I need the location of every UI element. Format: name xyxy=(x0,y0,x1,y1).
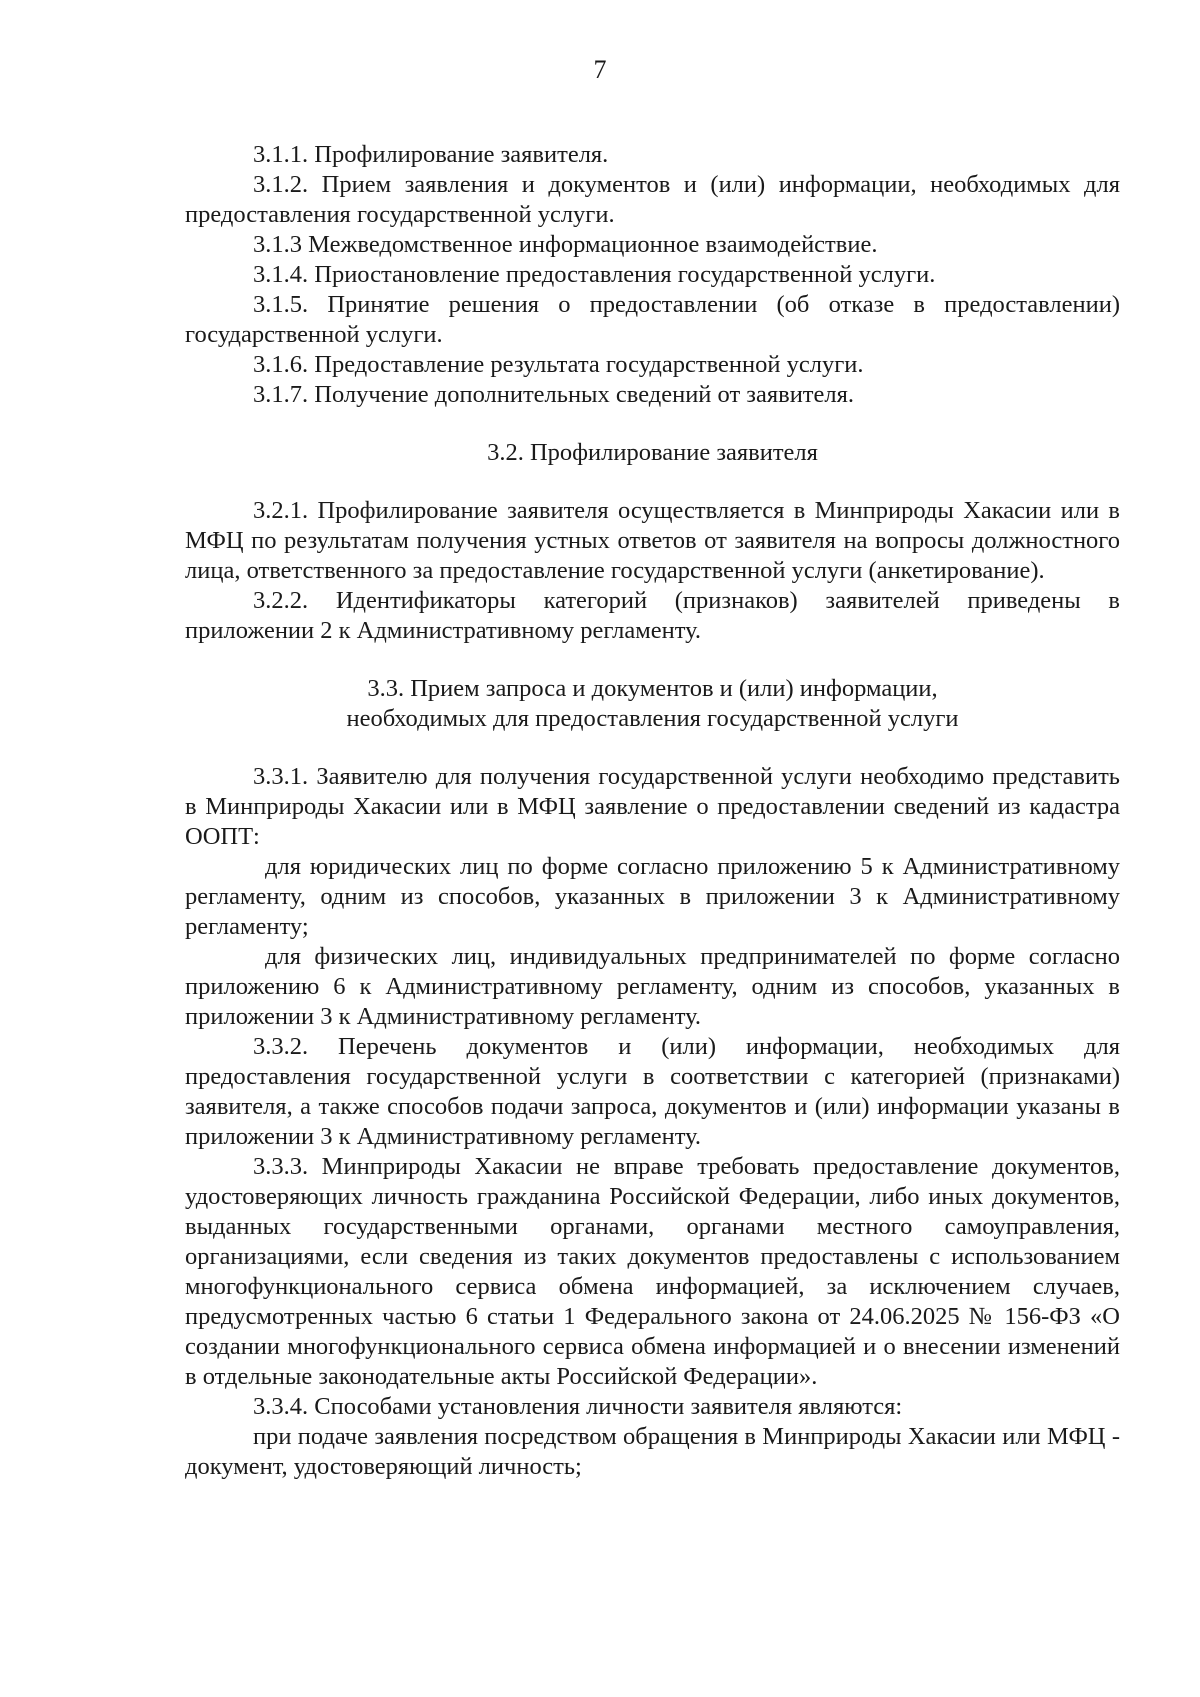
paragraph: 3.3.1. Заявителю для получения государственной услуги необходимо представить в Минприроды Хакасии или в МФЦ заявление о предоставлении сведений из кадастра ООПТ: xyxy=(185,763,1120,850)
section-heading-3-3-line1: 3.3. Прием запроса и документов и (или) информации, xyxy=(367,675,938,702)
list-item: 3.1.4. Приостановление предоставления государственной услуги. xyxy=(253,261,936,288)
section-heading-3-3-line2: необходимых для предоставления государственной услуги xyxy=(346,705,959,732)
paragraph: 3.2.2. Идентификаторы категорий (признаков) заявителей приведены в приложении 2 к Административному регламенту. xyxy=(185,587,1120,644)
list-item: 3.1.3 Межведомственное информационное взаимодействие. xyxy=(253,231,878,258)
document-body xyxy=(185,140,1120,1482)
section-heading-3-3 xyxy=(185,674,1120,734)
page-number: 7 xyxy=(593,55,607,84)
list-item: 3.1.7. Получение дополнительных сведений от заявителя. xyxy=(253,381,855,408)
paragraph: для юридических лиц по форме согласно приложению 5 к Административному регламенту, одним из способов, указанных в приложении 3 к Административному регламенту; xyxy=(185,853,1120,940)
section-3-2-body xyxy=(185,496,1120,646)
section-3-3-body xyxy=(185,762,1120,1482)
list-item: 3.1.2. Прием заявления и документов и (или) информации, необходимых для предоставления государственной услуги. xyxy=(185,171,1120,228)
paragraph: 3.2.1. Профилирование заявителя осуществляется в Минприроды Хакасии или в МФЦ по результатам получения устных ответов от заявителя на вопросы должностного лица, ответственного за предоставление государственной услуги (анкетирование). xyxy=(185,497,1120,584)
list-3-1 xyxy=(185,140,1120,410)
list-item: 3.1.5. Принятие решения о предоставлении (об отказе в предоставлении) государственной услуги. xyxy=(185,291,1120,348)
paragraph: для физических лиц, индивидуальных предпринимателей по форме согласно приложению 6 к Административному регламенту, одним из способов, указанных в приложении 3 к Административному регламенту. xyxy=(185,943,1120,1030)
paragraph: при подаче заявления посредством обращения в Минприроды Хакасии или МФЦ - документ, удостоверяющий личность; xyxy=(185,1423,1120,1480)
paragraph: 3.3.3. Минприроды Хакасии не вправе требовать предоставление документов, удостоверяющих личность гражданина Российской Федерации, либо иных документов, выданных государственными органами, органами местного самоуправления, организациями, если сведения из таких документов предоставлены с использованием многофункционального сервиса обмена информацией, за исключением случаев, предусмотренных частью 6 статьи 1 Федерального закона от 24.06.2025 № 156-ФЗ «О создании многофункционального сервиса обмена информацией и о внесении изменений в отдельные законодательные акты Российской Федерации». xyxy=(185,1153,1120,1390)
section-heading-3-2: 3.2. Профилирование заявителя xyxy=(487,439,818,466)
list-item: 3.1.1. Профилирование заявителя. xyxy=(253,141,609,168)
paragraph: 3.3.2. Перечень документов и (или) информации, необходимых для предоставления государственной услуги в соответствии с категорией (признаками) заявителя, а также способов подачи запроса, документов и (или) информации указаны в приложении 3 к Административному регламенту. xyxy=(185,1033,1120,1150)
list-item: 3.1.6. Предоставление результата государственной услуги. xyxy=(253,351,864,378)
paragraph: 3.3.4. Способами установления личности заявителя являются: xyxy=(253,1393,903,1420)
